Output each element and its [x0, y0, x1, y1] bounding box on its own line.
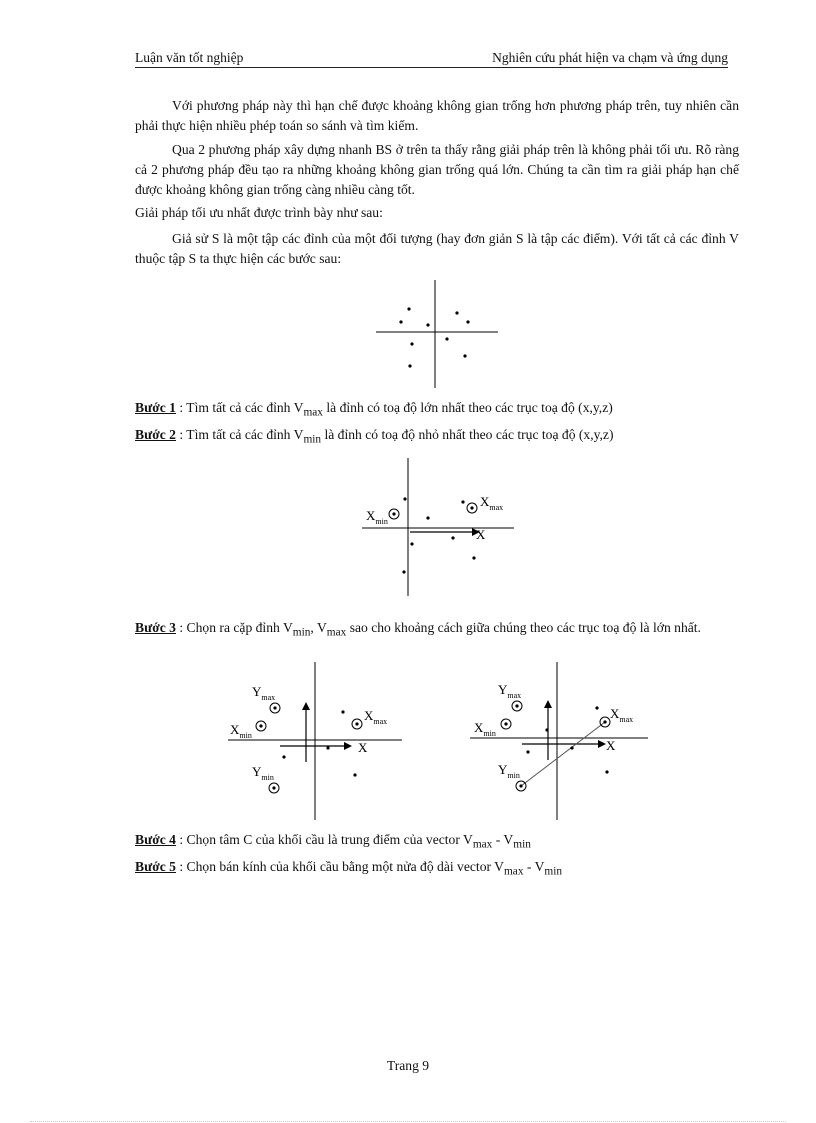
y-min-label: $Y_{min}$ — [498, 762, 520, 780]
point — [426, 516, 429, 519]
step-5-sub-1: max — [504, 865, 524, 878]
x-max-point — [355, 722, 358, 725]
point — [403, 497, 406, 500]
point — [282, 755, 285, 758]
step-1-label: Bước 1 — [135, 400, 176, 415]
x-max-label: $X_{max}$ — [610, 706, 634, 724]
point — [426, 323, 429, 326]
header-right-title: Nghiên cứu phát hiện va chạm và ứng dụng — [492, 50, 728, 65]
point — [408, 364, 411, 367]
step-3-text-post: sao cho khoảng cách giữa chúng theo các trục toạ độ là lớn nhất. — [346, 620, 701, 635]
step-3-text-pre: : Chọn ra cặp đỉnh V — [175, 620, 293, 635]
point — [402, 570, 405, 573]
step-1 — [135, 398, 739, 423]
point — [605, 770, 608, 773]
step-5-label: Bước 5 — [135, 859, 176, 874]
x-min-point — [259, 724, 262, 727]
point — [461, 500, 464, 503]
x-arrow-label: X — [606, 738, 616, 753]
point — [341, 710, 344, 713]
step-2 — [135, 425, 739, 450]
step-2-sub: min — [303, 433, 322, 446]
x-min-point — [504, 722, 507, 725]
point — [445, 337, 448, 340]
x-max-point — [470, 506, 473, 509]
x-arrow-label: X — [358, 740, 368, 755]
x-max-label: $X_{max}$ — [480, 494, 504, 512]
x-arrow-head — [598, 740, 606, 748]
x-min-label: $X_{min}$ — [366, 508, 388, 526]
header-left-title: Luận văn tốt nghiệp — [135, 50, 244, 65]
step-4-sub-1: max — [472, 838, 493, 851]
point — [455, 311, 458, 314]
step-5-text-pre: : Chọn bán kính của khối cầu bằng một nửa độ dài vector V — [175, 859, 504, 874]
point — [463, 354, 466, 357]
page-header — [135, 50, 728, 68]
step-5 — [135, 857, 739, 882]
point — [570, 746, 573, 749]
x-min-label: $X_{min}$ — [474, 720, 496, 738]
step-4-label: Bước 4 — [135, 832, 176, 847]
x-min-label: $X_{min}$ — [230, 722, 252, 740]
y-arrow-head — [544, 700, 552, 708]
step-2-text-pre: : Tìm tất cả các đỉnh V — [175, 427, 304, 442]
y-max-label: $Y_{max}$ — [252, 684, 276, 702]
point — [410, 542, 413, 545]
y-max-label: $Y_{max}$ — [498, 682, 522, 700]
point — [399, 320, 402, 323]
y-max-point — [515, 704, 518, 707]
figure-point-set-svg — [372, 280, 502, 390]
point — [451, 536, 454, 539]
y-arrow-head — [302, 702, 310, 710]
y-max-point — [273, 706, 276, 709]
point — [410, 342, 413, 345]
step-1-text-pre: : Tìm tất cả các đỉnh V — [175, 400, 304, 415]
x-max-point — [603, 720, 606, 723]
point — [595, 706, 598, 709]
y-min-point — [272, 786, 275, 789]
header-rule — [135, 67, 728, 68]
x-min-point — [392, 512, 395, 515]
paragraph-4: Giả sử S là một tập các đỉnh của một đối tượng (hay đơn giản S là tập các điểm). Với tất cả các đỉnh V thuộc tập S ta thực hiện các bước sau: — [135, 231, 739, 266]
point — [526, 750, 529, 753]
figure-xy-extremes-svg — [228, 662, 408, 822]
figure-point-set — [372, 280, 502, 390]
figure-xy-extremes — [228, 662, 408, 822]
step-5-text-mid: - V — [523, 859, 545, 874]
figure-chosen-pair-svg — [470, 662, 650, 822]
step-4-text-pre: : Chọn tâm C của khối cầu là trung điểm của vector V — [175, 832, 473, 847]
x-arrow-label: X — [476, 527, 486, 542]
paragraph-3: Giải pháp tối ưu nhất được trình bày như sau: — [135, 205, 383, 220]
figure-chosen-pair — [470, 662, 650, 822]
step-3-sub-1: min — [292, 626, 311, 639]
step-2-text-post: là đỉnh có toạ độ nhỏ nhất theo các trục toạ độ (x,y,z) — [321, 427, 614, 442]
step-5-sub-2: min — [544, 865, 563, 878]
point — [353, 773, 356, 776]
step-4 — [135, 830, 739, 855]
diameter-vector — [521, 722, 605, 786]
step-1-sub: max — [303, 406, 323, 419]
paragraph-2: Qua 2 phương pháp xây dựng nhanh BS ở trên ta thấy rằng giải pháp trên là không phải tối ưu. Rõ ràng cả 2 phương pháp đều tạo ra những khoảng không gian trống quá lớn. Chúng ta cần tìm ra giải pháp hạn chế được khoảng không gian trống càng nhiều càng tốt. — [135, 142, 739, 197]
step-3-label: Bước 3 — [135, 620, 176, 635]
step-3-sub-2: max — [326, 626, 347, 639]
figure-x-extremes-svg — [360, 458, 520, 598]
step-3-text-mid: , V — [310, 620, 327, 635]
step-2-label: Bước 2 — [135, 427, 176, 442]
step-4-sub-2: min — [513, 838, 531, 851]
point — [466, 320, 469, 323]
x-max-label: $X_{max}$ — [364, 708, 388, 726]
step-3 — [135, 618, 739, 643]
y-min-label: $Y_{min}$ — [252, 764, 274, 782]
page-number: Trang 9 — [386, 1058, 430, 1073]
page-bottom-rule — [30, 1121, 786, 1122]
step-1-text-post: là đỉnh có toạ độ lớn nhất theo các trục toạ độ (x,y,z) — [322, 400, 613, 415]
y-min-point — [519, 784, 522, 787]
point — [407, 307, 410, 310]
point — [326, 746, 329, 749]
paragraph-1: Với phương pháp này thì hạn chế được khoảng không gian trống hơn phương pháp trên, tuy nhiên cần phải thực hiện nhiều phép toán so sánh và tìm kiếm. — [135, 98, 739, 133]
point — [545, 728, 548, 731]
figure-x-extremes — [360, 458, 520, 598]
x-arrow-head — [344, 742, 352, 750]
point — [472, 556, 475, 559]
step-4-text-mid: - V — [492, 832, 514, 847]
